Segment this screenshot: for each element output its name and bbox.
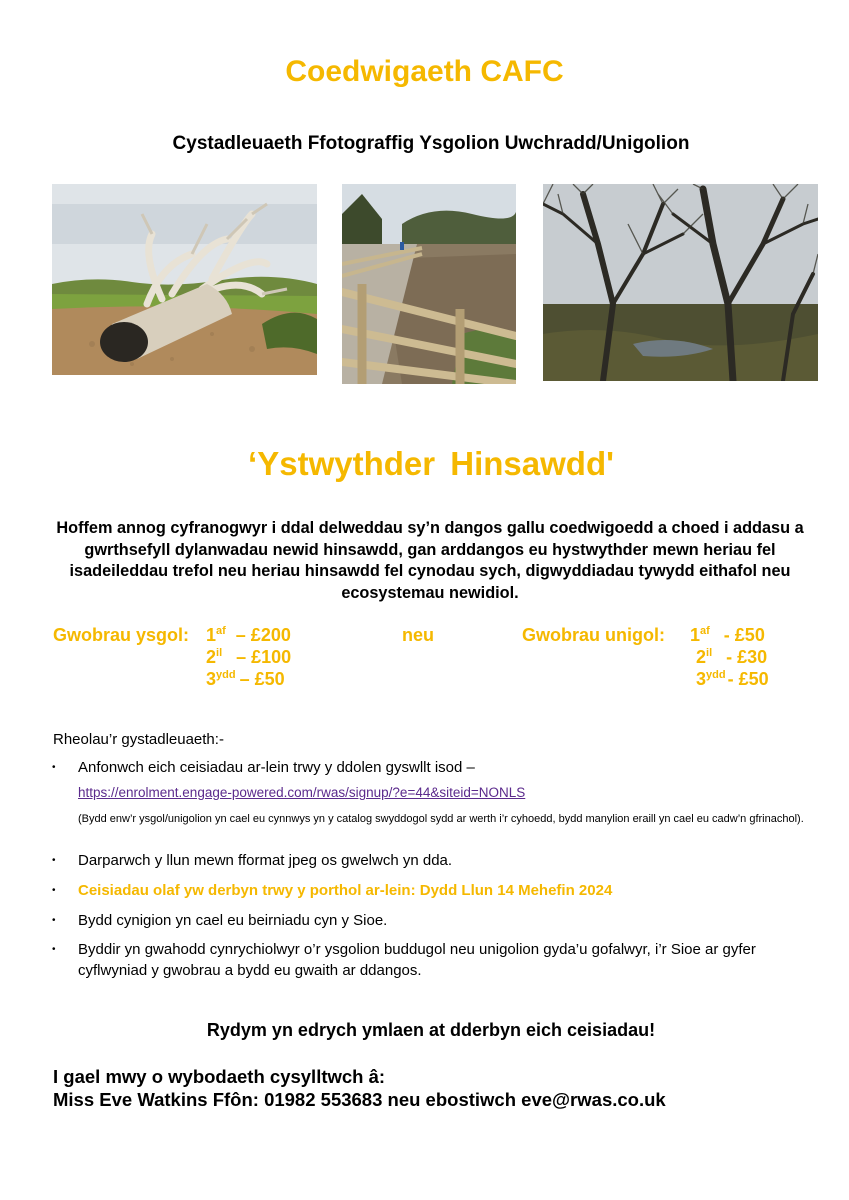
bullet-icon: • xyxy=(52,855,56,866)
rule-item-submit: Anfonwch eich ceisiadau ar-lein trwy y ddolen gyswllt isod – xyxy=(78,759,475,776)
individual-prize-2 xyxy=(696,647,767,667)
prize-suffix: af xyxy=(216,625,226,637)
prize-place: 2 xyxy=(696,647,707,667)
school-prize-1 xyxy=(206,625,291,645)
competition-theme: ‘Ystwythder Hinsawdd' xyxy=(248,445,614,482)
prize-place: 1 xyxy=(690,625,701,645)
bullet-icon: • xyxy=(52,885,56,896)
page-title: Coedwigaeth CAFC xyxy=(285,55,564,88)
prize-amount: - £50 xyxy=(723,625,765,645)
intro-paragraph: Hoffem annog cyfranogwyr i ddal delweddau sy’n dangos gallu coedwigoedd a choed i addasu a gwrthsefyll dylanwadau newid hinsawdd, gan arddangos eu hystwythder mewn heriau fel isadeileddau trefol neu heriau hinsawdd fel cynodau sych, digwyddiadau tywydd eithafol neu ecosystemau newidiol. xyxy=(56,519,804,602)
contact-details: Miss Eve Watkins Ffôn: 01982 553683 neu ebostiwch eve@rwas.co.uk xyxy=(53,1089,666,1110)
rule-item-format: Darparwch y llun mewn fformat jpeg os gwelwch yn dda. xyxy=(78,852,453,869)
prize-place: 2 xyxy=(206,647,217,667)
prize-suffix: ydd xyxy=(706,669,726,681)
contact-intro: I gael mwy o wybodaeth cysylltwch â: xyxy=(53,1066,386,1087)
rule-item-deadline: Ceisiadau olaf yw derbyn trwy y porthol ar-lein: Dydd Llun 14 Mehefin 2024 xyxy=(78,882,613,899)
signup-link[interactable]: https://enrolment.engage-powered.com/rwas/signup/?e=44&siteid=NONLS xyxy=(78,785,526,800)
prize-suffix: il xyxy=(706,647,713,659)
photo-bridge-flood xyxy=(342,184,516,384)
prize-suffix: il xyxy=(216,647,223,659)
bullet-icon: • xyxy=(52,944,56,955)
prize-amount: – £100 xyxy=(236,647,292,667)
school-prize-2 xyxy=(206,647,291,667)
contact-block xyxy=(53,1065,666,1111)
photo-tree-stump xyxy=(52,184,317,375)
page-subtitle: Cystadleuaeth Ffotograffig Ysgolion Uwchradd/Unigolion xyxy=(172,133,690,154)
closing-message: Rydym yn edrych ymlaen at dderbyn eich ceisiadau! xyxy=(206,1020,656,1040)
prize-place: 3 xyxy=(206,669,217,689)
individual-prizes-label: Gwobrau unigol: xyxy=(522,625,665,645)
catalog-note: (Bydd enw’r ysgol/unigolion yn cael eu cynnwys yn y catalog swyddogol sydd ar werth i’r cyhoedd, bydd manylion eraill yn cael eu cadw’n gfrinachol). xyxy=(78,813,804,825)
prize-place: 3 xyxy=(696,669,707,689)
school-prizes-label: Gwobrau ysgol: xyxy=(53,625,190,645)
rule-item-judging: Bydd cynigion yn cael eu beirniadu cyn y Sioe. xyxy=(78,912,388,929)
prize-place: 1 xyxy=(206,625,217,645)
individual-prize-3 xyxy=(696,669,769,689)
prize-suffix: af xyxy=(700,625,710,637)
bullet-icon: • xyxy=(52,915,56,926)
prize-amount: – £200 xyxy=(235,625,291,645)
prize-amount: - £30 xyxy=(726,647,768,667)
prize-amount: - £50 xyxy=(727,669,769,689)
bullet-icon: • xyxy=(52,762,56,773)
rules-heading: Rheolau’r gystadleuaeth:- xyxy=(53,731,224,748)
prize-amount: – £50 xyxy=(239,669,285,689)
photo-woodland xyxy=(543,184,818,381)
or-label: neu xyxy=(402,625,435,645)
rule-item-invitation: Byddir yn gwahodd cynrychiolwyr o’r ysgolion buddugol neu unigolion gyda’u gofalwyr, i’r Sioe ar gyfer cyflwyniad y gwobrau a bydd eu gwaith ar ddangos. xyxy=(78,941,756,979)
prize-suffix: ydd xyxy=(216,669,236,681)
school-prize-3 xyxy=(206,669,285,689)
individual-prize-1 xyxy=(690,625,765,645)
